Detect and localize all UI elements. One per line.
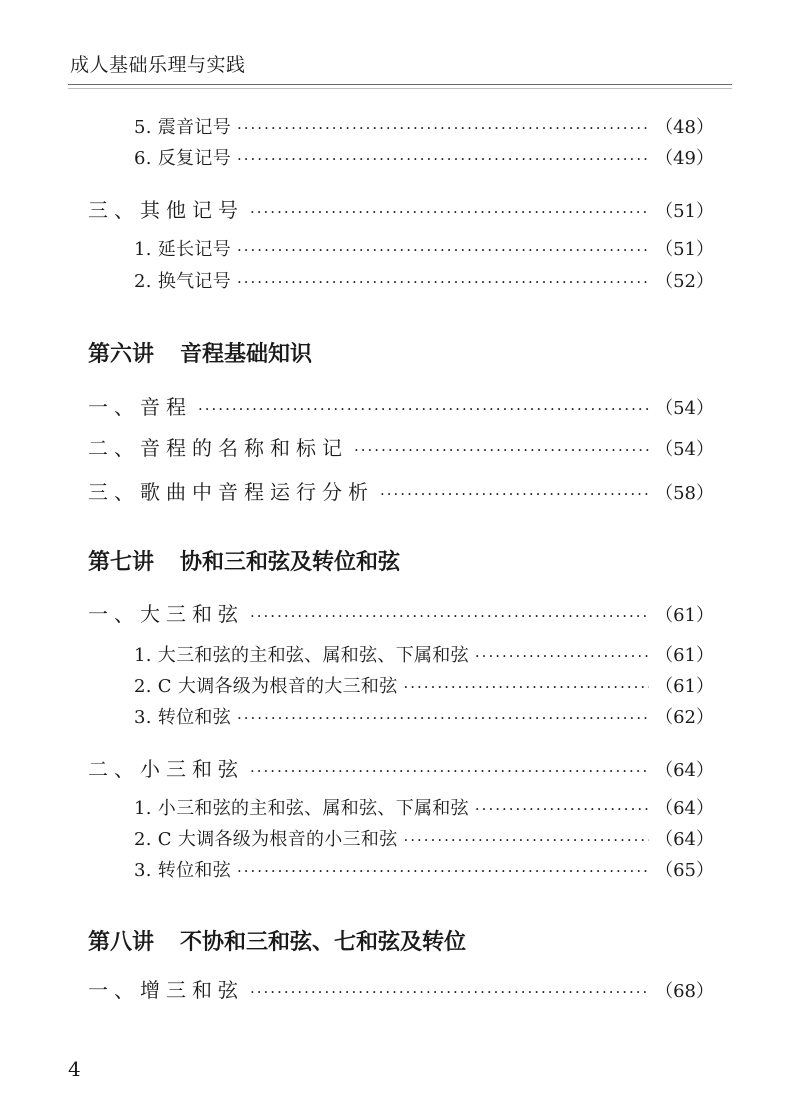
toc-section-label: 三、歌曲中音程运行分析 bbox=[88, 480, 374, 504]
toc-section-page: （54） bbox=[655, 439, 714, 460]
dot-leader bbox=[250, 762, 649, 780]
toc-entry[interactable] bbox=[134, 267, 714, 293]
header-rule bbox=[68, 84, 732, 85]
toc-entry[interactable] bbox=[134, 794, 714, 820]
chapter-heading[interactable] bbox=[88, 925, 466, 956]
toc-entry-label: 1. 大三和弦的主和弦、属和弦、下属和弦 bbox=[134, 645, 469, 666]
chapter-title: 音程基础知识 bbox=[180, 342, 313, 367]
toc-section[interactable] bbox=[88, 391, 714, 420]
toc-entry-page: （61） bbox=[655, 676, 714, 697]
dot-leader bbox=[475, 800, 649, 818]
chapter-heading[interactable] bbox=[88, 545, 400, 576]
toc-section[interactable] bbox=[88, 194, 714, 223]
toc-entry-label: 2. C 大调各级为根音的大三和弦 bbox=[134, 676, 398, 697]
toc-section-label: 二、音程的名称和标记 bbox=[88, 436, 348, 460]
running-head: 成人基础乐理与实践 bbox=[70, 54, 246, 76]
toc-section-page: （64） bbox=[655, 760, 714, 781]
dot-leader bbox=[237, 862, 649, 880]
dot-leader bbox=[354, 441, 649, 459]
toc-entry-page: （64） bbox=[655, 798, 714, 819]
toc-section[interactable] bbox=[88, 432, 714, 461]
chapter-title: 不协和三和弦、七和弦及转位 bbox=[180, 930, 467, 955]
dot-leader bbox=[250, 203, 649, 221]
page-number: 4 bbox=[68, 1057, 81, 1081]
toc-entry-label: 3. 转位和弦 bbox=[134, 707, 231, 728]
dot-leader bbox=[380, 485, 649, 503]
toc-entry[interactable] bbox=[134, 672, 714, 698]
toc-entry-page: （62） bbox=[655, 707, 714, 728]
dot-leader bbox=[404, 678, 650, 696]
dot-leader bbox=[250, 607, 649, 625]
toc-entry-label: 1. 小三和弦的主和弦、属和弦、下属和弦 bbox=[134, 798, 469, 819]
toc-entry-label: 2. 换气记号 bbox=[134, 271, 231, 292]
toc-entry[interactable] bbox=[134, 235, 714, 261]
toc-section-label: 一、增三和弦 bbox=[88, 978, 244, 1002]
toc-section[interactable] bbox=[88, 753, 714, 782]
toc-entry-page: （64） bbox=[655, 829, 714, 850]
dot-leader bbox=[198, 400, 649, 418]
chapter-number: 第七讲 bbox=[88, 550, 155, 575]
toc-entry-page: （51） bbox=[655, 239, 714, 260]
toc-section-label: 一、大三和弦 bbox=[88, 602, 244, 626]
chapter-number: 第六讲 bbox=[88, 342, 155, 367]
toc-section-page: （58） bbox=[655, 483, 714, 504]
chapter-title: 协和三和弦及转位和弦 bbox=[180, 550, 401, 575]
toc-entry-page: （49） bbox=[655, 148, 714, 169]
toc-entry-page: （61） bbox=[655, 645, 714, 666]
chapter-heading[interactable] bbox=[88, 337, 312, 368]
toc-entry[interactable] bbox=[134, 856, 714, 882]
toc-entry[interactable] bbox=[134, 703, 714, 729]
toc-entry-label: 5. 震音记号 bbox=[134, 117, 231, 138]
toc-entry-page: （48） bbox=[655, 117, 714, 138]
dot-leader bbox=[475, 647, 649, 665]
dot-leader bbox=[237, 709, 649, 727]
toc-section-page: （61） bbox=[655, 605, 714, 626]
chapter-number: 第八讲 bbox=[88, 930, 155, 955]
toc-entry[interactable] bbox=[134, 641, 714, 667]
toc-entry[interactable] bbox=[134, 113, 714, 139]
toc-section-label: 二、小三和弦 bbox=[88, 757, 244, 781]
toc-entry[interactable] bbox=[134, 825, 714, 851]
toc-section-page: （51） bbox=[655, 201, 714, 222]
toc-entry-label: 6. 反复记号 bbox=[134, 148, 231, 169]
header-rule-secondary bbox=[68, 88, 732, 89]
toc-section[interactable] bbox=[88, 476, 714, 505]
toc-entry-page: （65） bbox=[655, 860, 714, 881]
dot-leader bbox=[237, 273, 649, 291]
toc-section[interactable] bbox=[88, 598, 714, 627]
toc-entry-label: 2. C 大调各级为根音的小三和弦 bbox=[134, 829, 398, 850]
dot-leader bbox=[250, 983, 649, 1001]
dot-leader bbox=[237, 150, 649, 168]
dot-leader bbox=[237, 119, 649, 137]
toc-entry-label: 3. 转位和弦 bbox=[134, 860, 231, 881]
toc-section-page: （54） bbox=[655, 398, 714, 419]
toc-entry-label: 1. 延长记号 bbox=[134, 239, 231, 260]
dot-leader bbox=[237, 241, 649, 259]
toc-section[interactable] bbox=[88, 974, 714, 1003]
toc-section-label: 三、其他记号 bbox=[88, 198, 244, 222]
toc-section-page: （68） bbox=[655, 981, 714, 1002]
toc-entry-page: （52） bbox=[655, 271, 714, 292]
toc-section-label: 一、音程 bbox=[88, 395, 192, 419]
dot-leader bbox=[404, 831, 650, 849]
toc-entry[interactable] bbox=[134, 144, 714, 170]
